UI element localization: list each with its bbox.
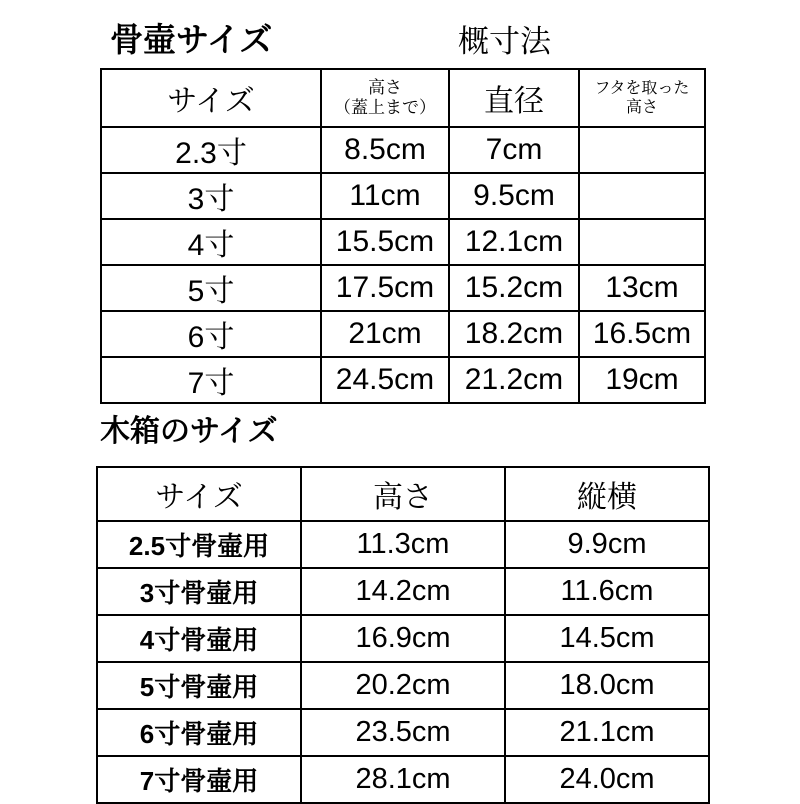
urn-cell-height: 17.5cm xyxy=(321,265,449,311)
urn-cell-diameter: 12.1cm xyxy=(449,219,579,265)
urn-cell-size: 3寸 xyxy=(101,173,321,219)
urn-header-diameter: 直径 xyxy=(449,69,579,127)
urn-cell-height: 15.5cm xyxy=(321,219,449,265)
box-cell-size: 3寸骨壷用 xyxy=(97,568,301,615)
table-row xyxy=(101,173,705,219)
box-cell-width-depth: 21.1cm xyxy=(505,709,709,756)
table-row xyxy=(97,662,709,709)
urn-cell-size: 5寸 xyxy=(101,265,321,311)
box-cell-height: 14.2cm xyxy=(301,568,505,615)
urn-cell-height: 21cm xyxy=(321,311,449,357)
table-row xyxy=(97,756,709,803)
box-cell-width-depth: 18.0cm xyxy=(505,662,709,709)
box-cell-height: 16.9cm xyxy=(301,615,505,662)
box-cell-width-depth: 9.9cm xyxy=(505,521,709,568)
urn-cell-height-no-lid xyxy=(579,173,705,219)
box-cell-size: 2.5寸骨壷用 xyxy=(97,521,301,568)
urn-cell-height: 8.5cm xyxy=(321,127,449,173)
urn-approx-dimension-label: 概寸法 xyxy=(458,24,551,59)
table-row xyxy=(101,127,705,173)
urn-cell-height: 11cm xyxy=(321,173,449,219)
table-row xyxy=(97,709,709,756)
urn-cell-size: 6寸 xyxy=(101,311,321,357)
box-cell-size: 6寸骨壷用 xyxy=(97,709,301,756)
box-cell-height: 28.1cm xyxy=(301,756,505,803)
urn-cell-height-no-lid xyxy=(579,127,705,173)
box-cell-size: 5寸骨壷用 xyxy=(97,662,301,709)
urn-header-height-line1: 高さ xyxy=(368,78,402,98)
urn-size-table xyxy=(100,68,706,404)
urn-cell-height: 24.5cm xyxy=(321,357,449,403)
urn-cell-size: 2.3寸 xyxy=(101,127,321,173)
box-cell-width-depth: 11.6cm xyxy=(505,568,709,615)
urn-cell-height-no-lid: 19cm xyxy=(579,357,705,403)
table-row xyxy=(101,219,705,265)
urn-cell-diameter: 18.2cm xyxy=(449,311,579,357)
table-row xyxy=(97,568,709,615)
box-header-size: サイズ xyxy=(97,467,301,521)
urn-header-height-line2: （蓋上まで） xyxy=(334,98,436,117)
table-row xyxy=(97,615,709,662)
urn-cell-height-no-lid: 16.5cm xyxy=(579,311,705,357)
urn-cell-diameter: 15.2cm xyxy=(449,265,579,311)
table-row xyxy=(101,265,705,311)
table-header-row xyxy=(97,467,709,521)
box-header-width-depth: 縦横 xyxy=(505,467,709,521)
urn-cell-diameter: 9.5cm xyxy=(449,173,579,219)
table-header-row xyxy=(101,69,705,127)
urn-header-size: サイズ xyxy=(101,69,321,127)
urn-header-height-no-lid-line1: フタを取った xyxy=(594,79,690,97)
urn-cell-height-no-lid: 13cm xyxy=(579,265,705,311)
urn-cell-height-no-lid xyxy=(579,219,705,265)
urn-header-height xyxy=(321,69,449,127)
box-header-height: 高さ xyxy=(301,467,505,521)
box-cell-height: 20.2cm xyxy=(301,662,505,709)
urn-header-height-no-lid xyxy=(579,69,705,127)
urn-cell-diameter: 7cm xyxy=(449,127,579,173)
box-cell-size: 7寸骨壷用 xyxy=(97,756,301,803)
urn-cell-diameter: 21.2cm xyxy=(449,357,579,403)
urn-header-height-no-lid-line2: 高さ xyxy=(625,99,658,116)
urn-cell-size: 7寸 xyxy=(101,357,321,403)
urn-size-heading: 骨壷サイズ xyxy=(110,21,273,58)
table-row xyxy=(101,311,705,357)
box-cell-height: 11.3cm xyxy=(301,521,505,568)
urn-cell-size: 4寸 xyxy=(101,219,321,265)
box-cell-height: 23.5cm xyxy=(301,709,505,756)
box-cell-size: 4寸骨壷用 xyxy=(97,615,301,662)
table-row xyxy=(97,521,709,568)
wooden-box-size-table xyxy=(96,466,710,804)
box-cell-width-depth: 24.0cm xyxy=(505,756,709,803)
table-row xyxy=(101,357,705,403)
box-cell-width-depth: 14.5cm xyxy=(505,615,709,662)
wooden-box-size-heading: 木箱のサイズ xyxy=(100,415,278,448)
